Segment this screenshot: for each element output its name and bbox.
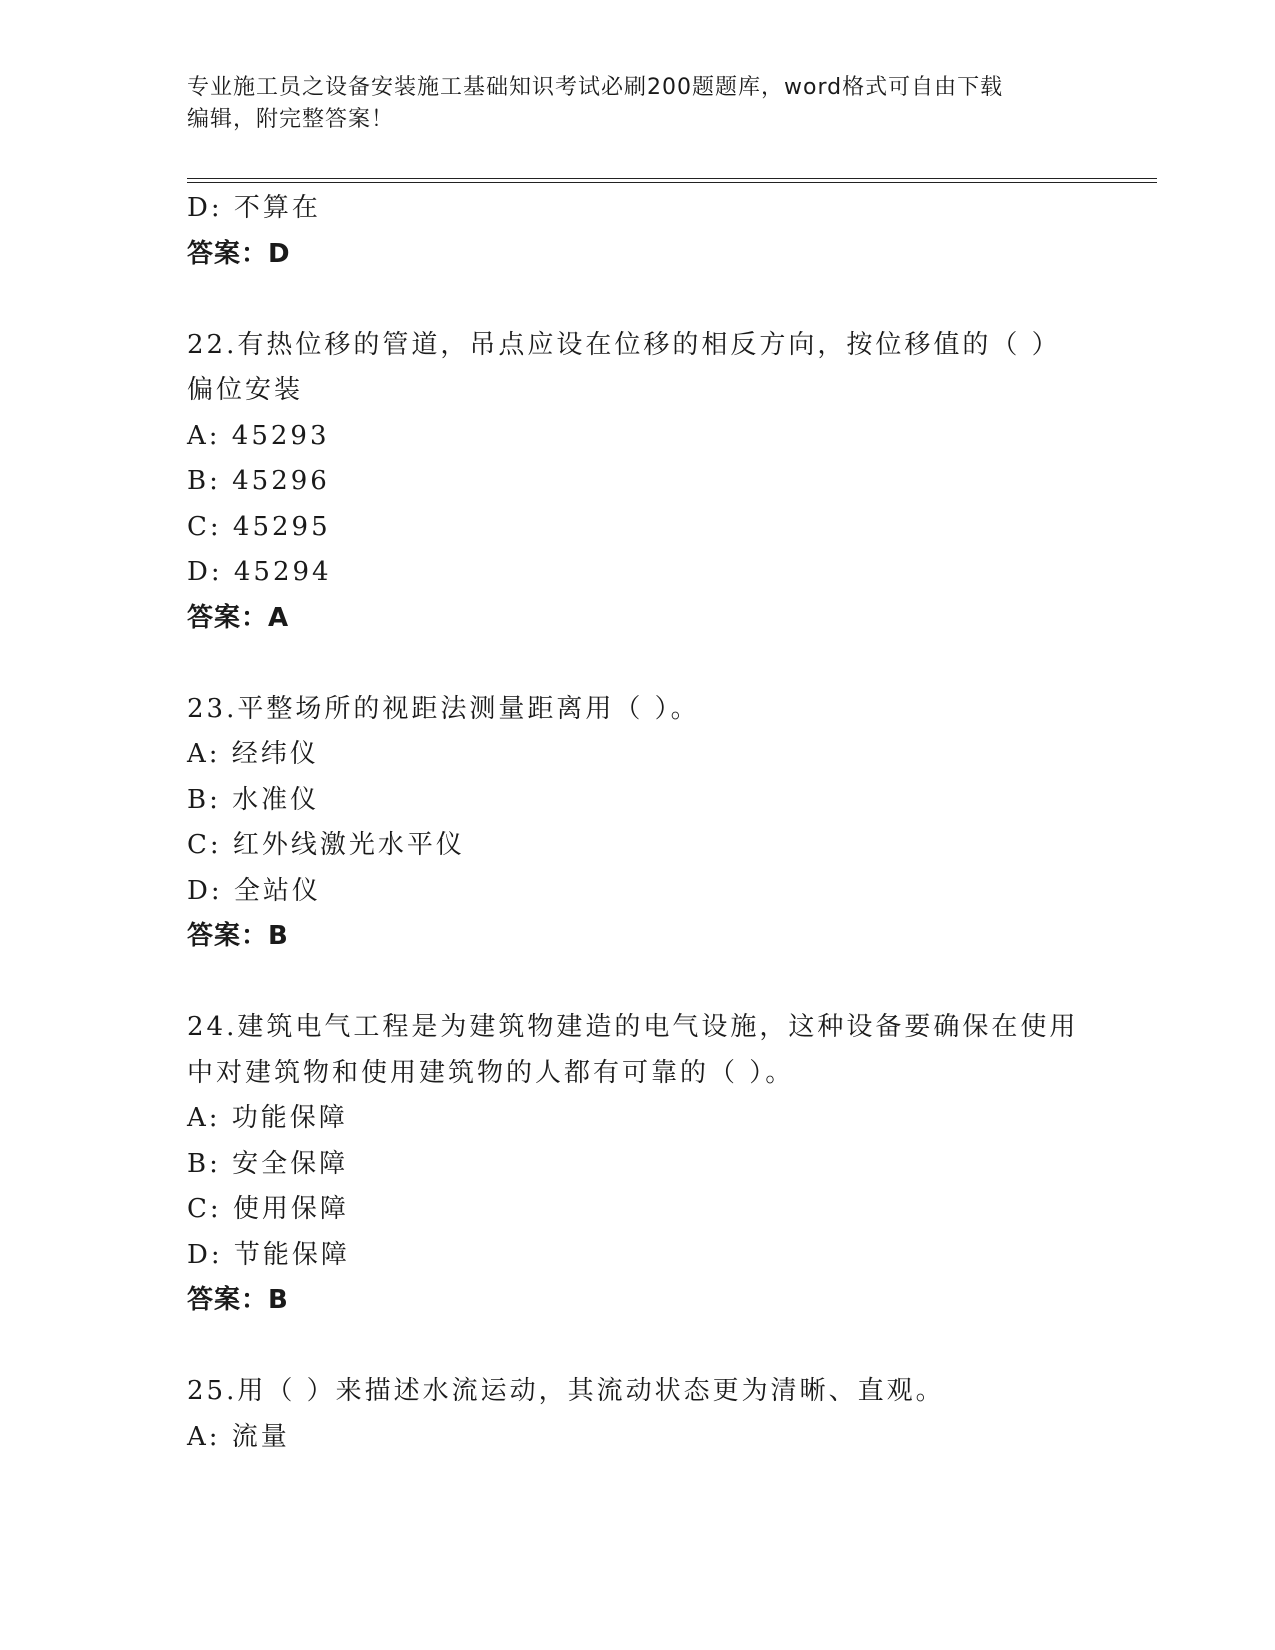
question-stem: 中对建筑物和使用建筑物的人都有可靠的（ ）。 <box>187 1057 795 1088</box>
spacer <box>187 1324 1157 1370</box>
option-b: B: 安全保障 <box>187 1148 349 1179</box>
answer-line: 答案：D <box>187 238 291 269</box>
spacer <box>187 960 1157 1006</box>
document-page <box>187 0 1157 1650</box>
header-line-2: 编辑，附完整答案！ <box>187 107 395 132</box>
question-stem: 偏位安装 <box>187 375 304 405</box>
question-25 <box>187 1369 1157 1460</box>
option-a: A: 功能保障 <box>187 1103 348 1133</box>
option-b: B: 45296 <box>187 466 330 496</box>
answer-line: 答案：B <box>187 921 289 951</box>
option-c: C: 红外线激光水平仪 <box>187 830 465 860</box>
option-a: A: 流量 <box>187 1421 290 1452</box>
spacer <box>187 277 1157 323</box>
question-24 <box>187 1005 1157 1324</box>
header-line-1: 专业施工员之设备安装施工基础知识考试必刷200题题库，word格式可自由下载 <box>187 75 1004 100</box>
header-divider <box>187 178 1157 183</box>
answer-line: 答案：A <box>187 602 290 633</box>
option-d: D: 节能保障 <box>187 1239 350 1270</box>
option-b: B: 水准仪 <box>187 784 320 815</box>
question-stem: 24.建筑电气工程是为建筑物建造的电气设施，这种设备要确保在使用 <box>187 1012 1079 1042</box>
spacer <box>187 641 1157 687</box>
answer-line: 答案：B <box>187 1285 289 1315</box>
question-22 <box>187 323 1157 642</box>
question-23 <box>187 687 1157 960</box>
document-body <box>187 186 1157 1460</box>
option-d: D: 45294 <box>187 557 332 587</box>
option-a: A: 45293 <box>187 420 330 451</box>
option-c: C: 使用保障 <box>187 1194 349 1224</box>
option-d: D: 不算在 <box>187 193 321 223</box>
document-header <box>187 72 1087 136</box>
option-c: C: 45295 <box>187 511 331 542</box>
question-stem: 25.用（ ）来描述水流运动，其流动状态更为清晰、直观。 <box>187 1376 945 1406</box>
option-d: D: 全站仪 <box>187 875 321 906</box>
option-a: A: 经纬仪 <box>187 739 319 769</box>
question-stem: 23.平整场所的视距法测量距离用（ ）。 <box>187 693 700 724</box>
question-stem: 22.有热位移的管道，吊点应设在位移的相反方向，按位移值的（ ） <box>187 329 1061 360</box>
